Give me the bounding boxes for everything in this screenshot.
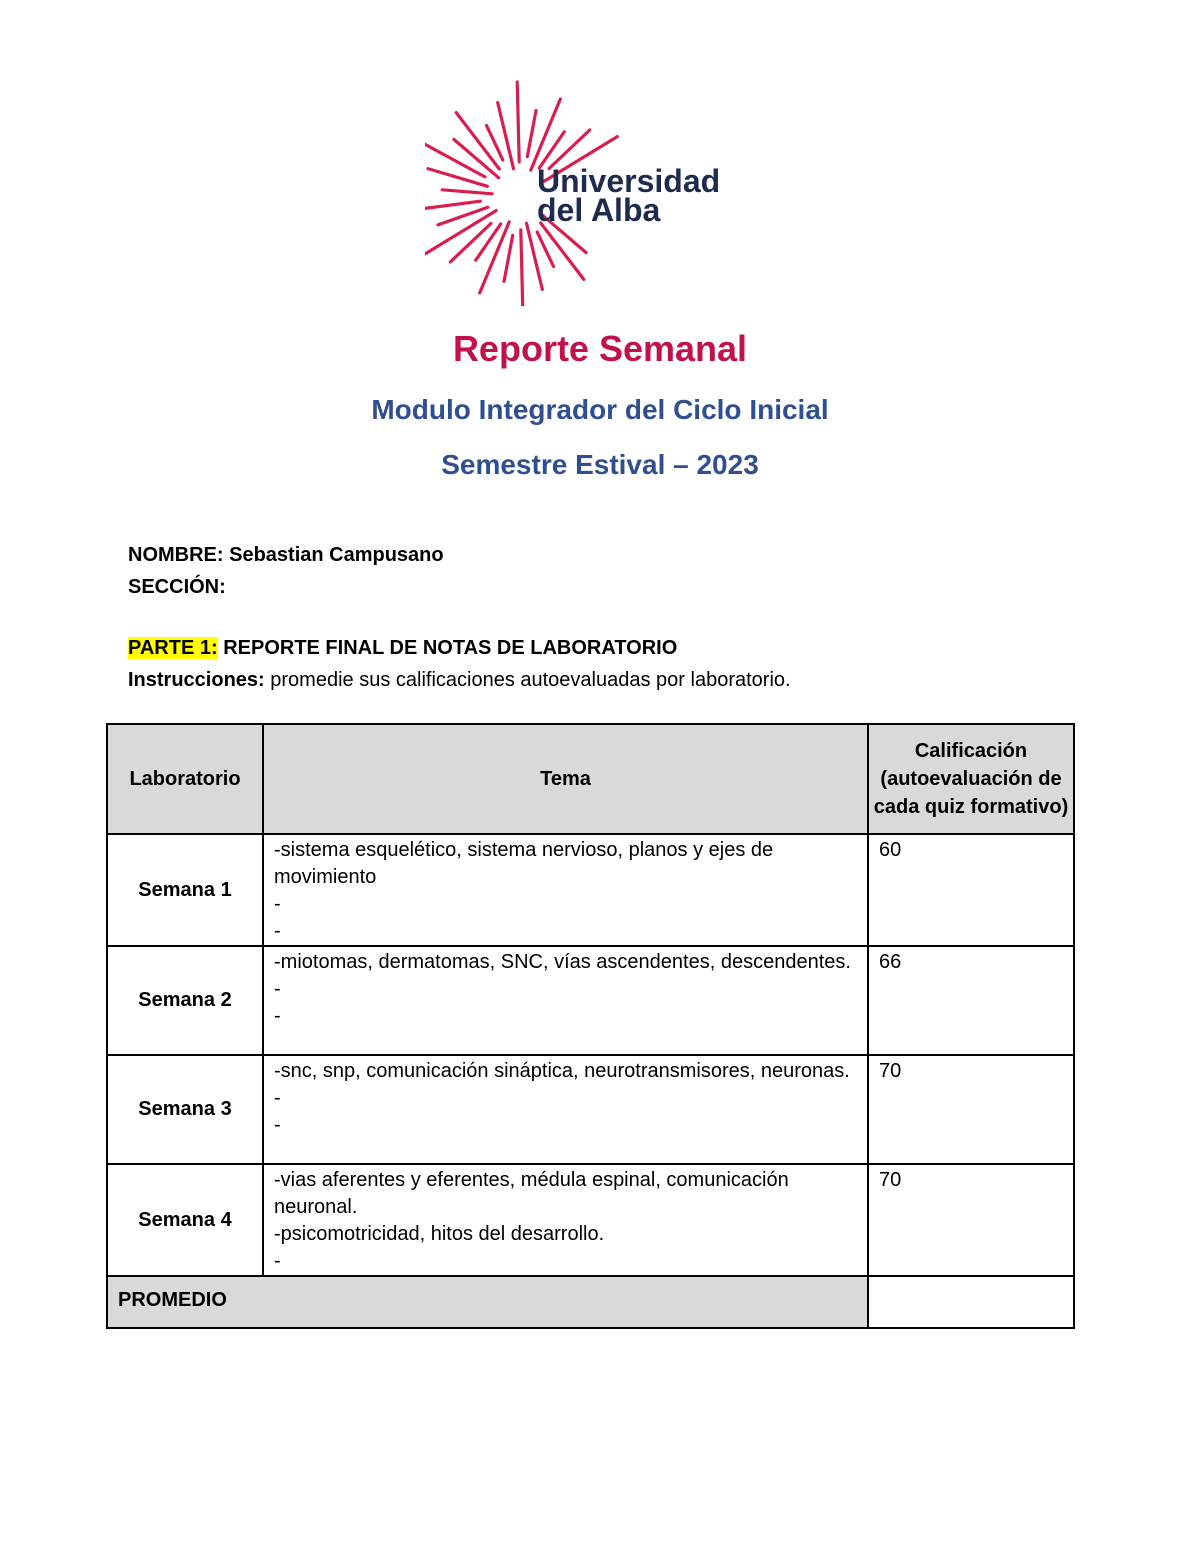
row-grade: 70: [868, 1164, 1074, 1276]
row-tema: [263, 1164, 868, 1276]
tema-line: -psicomotricidad, hitos del desarrollo.: [274, 1223, 605, 1245]
module-subtitle: Modulo Integrador del Ciclo Inicial: [371, 394, 829, 425]
part1-title: REPORTE FINAL DE NOTAS DE LABORATORIO: [217, 637, 678, 659]
logo-text-line2: del Alba: [537, 192, 661, 228]
logo-ray: [438, 207, 488, 225]
average-value: [868, 1276, 1074, 1328]
header-grade: Calificación (autoevaluación de cada quiz formativo): [868, 724, 1074, 834]
grades-table: [106, 723, 1075, 1329]
logo-text-line1: Universidad: [537, 163, 721, 199]
logo-ray: [527, 111, 536, 157]
average-row: [107, 1276, 1074, 1328]
row-tema: [263, 1055, 868, 1164]
instructions-text: promedie sus calificaciones autoevaluadas por laboratorio.: [264, 669, 791, 691]
table-header-row: [107, 724, 1074, 834]
tema-line: -: [274, 1005, 281, 1027]
tema-line: -snc, snp, comunicación sináptica, neurotransmisores, neuronas.: [274, 1060, 850, 1082]
row-lab: Semana 1: [107, 834, 263, 946]
row-grade: 66: [868, 946, 1074, 1055]
logo-ray: [450, 224, 491, 263]
tema-line: -: [274, 978, 281, 1000]
average-label: PROMEDIO: [107, 1276, 868, 1328]
instructions: [128, 669, 791, 692]
student-section: SECCIÓN:: [128, 576, 226, 598]
tema-line: -: [274, 1250, 281, 1272]
table-row: [107, 834, 1074, 946]
row-lab: Semana 4: [107, 1164, 263, 1276]
student-name: NOMBRE: Sebastian Campusano: [128, 544, 444, 566]
tema-line: -: [274, 893, 281, 915]
logo-ray: [517, 82, 519, 162]
instructions-label: Instrucciones:: [128, 669, 265, 691]
tema-line: -vias aferentes y eferentes, médula espinal, comunicación neuronal.: [274, 1169, 789, 1218]
logo-ray: [498, 103, 514, 169]
logo-ray: [428, 169, 487, 187]
row-tema: [263, 946, 868, 1055]
row-lab: Semana 2: [107, 946, 263, 1055]
tema-line: -miotomas, dermatomas, SNC, vías ascendentes, descendentes.: [274, 951, 851, 973]
header-lab: Laboratorio: [107, 724, 263, 834]
report-title: Reporte Semanal: [452, 328, 748, 369]
row-grade: 70: [868, 1055, 1074, 1164]
logo-ray: [504, 235, 513, 281]
table-row: [107, 1055, 1074, 1164]
table-row: [107, 946, 1074, 1055]
tema-line: -: [274, 1087, 281, 1109]
part1-label: PARTE 1:: [128, 637, 218, 659]
header-tema: Tema: [263, 724, 868, 834]
table-row: [107, 1164, 1074, 1276]
row-grade: 60: [868, 834, 1074, 946]
university-logo: [425, 78, 725, 306]
semester-subtitle: Semestre Estival – 2023: [441, 449, 759, 480]
logo-ray: [425, 201, 480, 209]
logo-ray: [521, 230, 523, 306]
row-tema: [263, 834, 868, 946]
tema-line: -sistema esquelético, sistema nervioso, planos y ejes de movimiento: [274, 839, 774, 888]
part1-heading: [128, 637, 677, 660]
tema-line: -: [274, 920, 281, 942]
logo-ray: [442, 190, 492, 194]
tema-line: -: [274, 1114, 281, 1136]
logo-ray: [527, 223, 543, 289]
row-lab: Semana 3: [107, 1055, 263, 1164]
